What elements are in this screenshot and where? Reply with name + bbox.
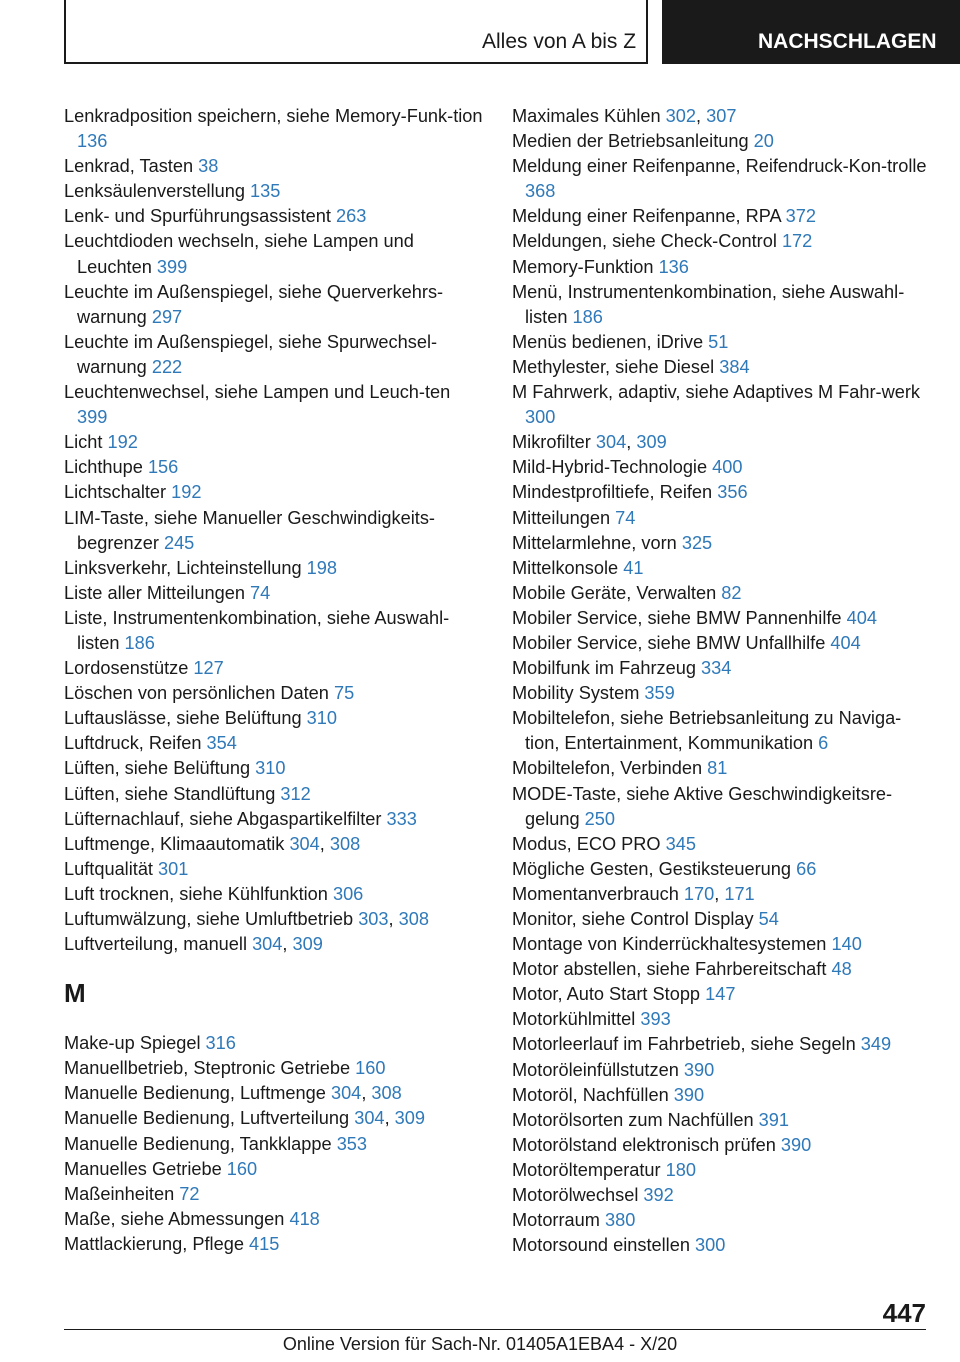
index-entry-label: Luft trocknen, siehe Kühlfunktion [64,883,333,904]
page-link[interactable]: 399 [156,256,188,277]
index-entry-label: Motorsound einstellen [512,1235,695,1256]
page-link[interactable]: 353 [336,1133,368,1154]
page-link[interactable]: 325 [681,532,713,553]
index-entry-label: LIM-Taste, siehe Manueller Geschwindigkeits-begrenzer [64,507,435,553]
index-entry-label: Luftverteilung, manuell [64,934,253,955]
index-entry [512,1108,932,1133]
index-entry [64,330,484,380]
index-entry-label: Mobilfunk im Fahrzeug [512,658,702,679]
page-link[interactable]: 192 [171,482,202,503]
index-entry [512,255,932,280]
page-link[interactable]: 404 [830,632,861,653]
page-link[interactable]: 263 [335,206,367,227]
index-entry [512,280,932,330]
index-entry-label: Lenk- und Spurführungsassistent [64,206,336,227]
page-link[interactable]: 198 [306,557,337,578]
index-entry-label: Manuelle Bedienung, Tankklappe [64,1133,337,1154]
index-entry-label: Licht [64,432,108,453]
index-entry [512,857,932,882]
page-link[interactable]: 310 [255,758,286,779]
index-entry [512,1233,932,1258]
index-entry [512,355,932,380]
index-entry-label: Memory-Funktion [512,256,659,277]
index-entry-label: Medien der Betriebsanleitung [512,131,754,152]
index-entry-label: Motoröltemperatur [512,1159,666,1180]
index-entry [512,706,932,756]
index-entry [64,1182,484,1207]
index-entry [64,606,484,656]
index-entry [64,681,484,706]
index-entry [64,204,484,229]
index-entry [64,455,484,480]
index-entry-label: Mattlackierung, Pflege [64,1233,250,1254]
page-link[interactable]: 368 [525,181,556,202]
page-separator: , [388,909,399,929]
page-link[interactable]: 392 [643,1185,674,1206]
page-link[interactable]: 82 [721,582,742,603]
page-link[interactable]: 301 [158,858,189,879]
index-entry-label: Mindestprofiltiefe, Reifen [512,482,718,503]
page-link[interactable]: 192 [107,432,138,453]
page-link[interactable]: 308 [329,833,361,854]
page-link[interactable]: 304 [289,833,320,854]
page-link[interactable]: 74 [250,582,271,603]
index-entry [512,1032,932,1057]
index-entry-label: Meldungen, siehe Check-Control [512,231,782,252]
index-entry [64,430,484,455]
index-entry-label: Luftqualität [64,858,159,879]
index-entry [512,204,932,229]
index-entry-label: Luftdruck, Reifen [64,733,207,754]
page-link[interactable]: 160 [226,1158,258,1179]
page-link[interactable]: 41 [623,557,644,578]
index-entry [512,656,932,681]
page-link[interactable]: 300 [525,407,556,428]
index-entry-label: Modus, ECO PRO [512,833,666,854]
page-link[interactable]: 250 [584,808,616,829]
page-link[interactable]: 186 [124,632,155,653]
page-link[interactable]: 304 [252,934,283,955]
index-entry [512,1058,932,1083]
index-entry [64,807,484,832]
index-group-m [64,1031,484,1257]
page-link[interactable]: 170 [683,883,715,904]
header-section-tab[interactable]: NACHSCHLAGEN [662,0,960,64]
page-link[interactable]: 306 [332,883,364,904]
page-link[interactable]: 404 [846,607,877,628]
index-entry [64,656,484,681]
page-link[interactable]: 349 [860,1034,892,1055]
index-entry [64,506,484,556]
index-entry [512,1007,932,1032]
page-link[interactable]: 245 [163,532,195,553]
footer-version-text: Online Version für Sach-Nr. 01405A1EBA4 - X/20 [282,1334,678,1354]
index-entry [64,104,484,154]
page-link[interactable]: 180 [665,1159,697,1180]
page-separator: , [714,883,725,904]
page-link[interactable]: 172 [781,231,813,252]
index-entry-label: Linksverkehr, Lichteinstellung [64,557,307,578]
page-link[interactable]: 390 [683,1059,715,1080]
page-link[interactable]: 136 [658,256,689,277]
page-link[interactable]: 316 [205,1033,236,1054]
index-entry-label: Maßeinheiten [64,1183,180,1204]
page-separator: , [626,432,637,453]
index-entry-label: Mittelarmlehne, vorn [512,532,682,553]
section-letter: M [64,978,86,1009]
index-entry-label: Motorleerlauf im Fahrbetrieb, siehe Segeln [512,1034,861,1055]
index-entry-label: Mobility System [512,683,645,704]
page-separator: , [384,1108,395,1129]
page-link[interactable]: 297 [151,306,183,327]
index-entry-label: Maße, siehe Abmessungen [64,1208,290,1229]
page-link[interactable]: 303 [358,909,389,929]
page-link[interactable]: 38 [198,156,219,177]
page-link[interactable]: 308 [398,909,430,929]
page-separator: , [319,833,330,854]
page-link[interactable]: 418 [289,1208,320,1229]
index-entry-label: Manuelles Getriebe [64,1158,227,1179]
page-separator: , [282,934,293,955]
index-entry-label: Lüfternachlauf, siehe Abgaspartikelfilter [64,808,387,829]
index-entry [64,932,484,957]
page-link[interactable]: 390 [780,1134,812,1155]
index-entry-label: Make-up Spiegel [64,1033,206,1054]
index-entry-label: Manuellbetrieb, Steptronic Getriebe [64,1058,356,1079]
index-entry [64,731,484,756]
index-entry-label: Mikrofilter [512,432,596,453]
index-entry [512,581,932,606]
index-entry [64,1031,484,1056]
page-link[interactable]: 304 [595,432,627,453]
index-entry [512,631,932,656]
index-entry-label: M Fahrwerk, adaptiv, siehe Adaptives M Fahr-werk [512,382,921,403]
index-entry [512,506,932,531]
page-link[interactable]: 359 [644,683,675,704]
index-entry [64,782,484,807]
index-entry [512,556,932,581]
index-entry-label: Motorölsorten zum Nachfüllen [512,1109,759,1130]
index-entry [512,480,932,505]
index-entry [64,1232,484,1257]
page-link[interactable]: 304 [354,1108,385,1129]
index-entry [64,280,484,330]
index-entry [64,907,484,932]
index-entry [512,1208,932,1233]
index-entry [512,681,932,706]
index-entry [512,982,932,1007]
page-link[interactable]: 304 [330,1083,362,1104]
index-entry-label: Leuchte im Außenspiegel, siehe Querverkehrs-warnung [64,281,444,327]
index-entry [512,104,932,129]
page-link[interactable]: 384 [719,356,750,377]
index-entry [64,179,484,204]
header-title: Alles von A bis Z [482,30,637,53]
page-link[interactable]: 415 [249,1233,280,1254]
index-entry-label: Menüs bedienen, iDrive [512,331,709,352]
index-column-right [512,104,932,1258]
index-entry [512,1183,932,1208]
page-link[interactable]: 380 [604,1210,636,1231]
index-entry [512,882,932,907]
page-link[interactable]: 186 [572,306,603,327]
page-link[interactable]: 345 [665,833,696,854]
index-entry [512,1133,932,1158]
index-entry-label: Lenkradposition speichern, siehe Memory-Funk-tion [64,106,483,126]
index-entry-label: Meldung einer Reifenpanne, RPA [512,206,786,227]
index-entry-label: Lichthupe [64,457,148,478]
page-link[interactable]: 20 [753,131,774,152]
page-link[interactable]: 334 [701,658,732,679]
page-link[interactable]: 309 [636,432,667,453]
page-link[interactable]: 51 [708,331,729,352]
index-entry-label: Lüften, siehe Belüftung [64,758,256,779]
page-link[interactable]: 356 [717,482,748,503]
page-link[interactable]: 74 [615,507,636,528]
index-entry [64,706,484,731]
index-entry [512,957,932,982]
page-link[interactable]: 54 [758,909,779,929]
page-link[interactable]: 171 [724,883,755,904]
page-link[interactable]: 309 [394,1108,426,1129]
index-entry-label: Meldung einer Reifenpanne, Reifendruck-Kon-trolle [512,156,927,177]
page-link[interactable]: 400 [712,457,743,478]
page-link[interactable]: 309 [292,934,323,955]
index-entry-label: Mobiler Service, siehe BMW Unfallhilfe [512,632,831,653]
index-entry-label: Liste aller Mitteilungen [64,582,251,603]
page-link[interactable]: 310 [306,708,338,729]
page-link[interactable]: 48 [831,959,852,980]
index-entry [64,756,484,781]
index-entry [64,581,484,606]
index-entry [64,480,484,505]
page-link[interactable]: 372 [785,206,817,227]
page-link[interactable]: 81 [707,758,728,779]
index-entry [512,756,932,781]
page-link[interactable]: 140 [831,934,862,955]
index-entry-label: Lordosenstütze [64,658,194,679]
index-entry-label: Montage von Kinderrückhaltesystemen [512,934,832,955]
index-entry-label: MODE-Taste, siehe Aktive Geschwindigkeitsre-gelung [512,783,893,829]
index-entry-label: Motoröleinfüllstutzen [512,1059,684,1080]
page-link[interactable]: 147 [705,984,736,1005]
index-entry [64,1106,484,1131]
index-entry-label: Mobile Geräte, Verwalten [512,582,722,603]
index-entry [64,1157,484,1182]
index-entry-label: Lichtschalter [64,482,172,503]
index-entry-label: Motorölstand elektronisch prüfen [512,1134,781,1155]
index-entry-label: Manuelle Bedienung, Luftmenge [64,1083,331,1104]
index-entry-label: Lenksäulenverstellung [64,181,251,202]
index-entry [512,606,932,631]
index-entry [512,1158,932,1183]
index-entry [64,380,484,430]
index-entry [64,1081,484,1106]
index-entry-label: Löschen von persönlichen Daten [64,683,334,704]
index-entry-label: Mitteilungen [512,507,616,528]
index-entry-label: Lüften, siehe Standlüftung [64,783,281,804]
page-link[interactable]: 6 [818,733,829,754]
index-entry-label: Monitor, siehe Control Display [512,909,759,929]
index-entry [512,380,932,430]
index-entry-label: Menü, Instrumentenkombination, siehe Auswahl-listen [512,281,905,327]
page-link[interactable]: 390 [673,1084,705,1105]
index-entry-label: Methylester, siehe Diesel [512,356,720,377]
index-entry [512,907,932,932]
page-link[interactable]: 127 [193,658,224,679]
index-entry-label: Motor, Auto Start Stopp [512,984,706,1005]
page-link[interactable]: 391 [758,1109,790,1130]
index-entry [512,932,932,957]
index-entry [512,430,932,455]
page-link[interactable]: 307 [706,106,737,126]
page-link[interactable]: 312 [280,783,311,804]
index-entry [512,154,932,204]
index-entry-label: Leuchte im Außenspiegel, siehe Spurwechsel-warnung [64,331,438,377]
index-entry-label: Momentanverbrauch [512,883,684,904]
index-entry [64,1132,484,1157]
page-link[interactable]: 333 [386,808,417,829]
page-link[interactable]: 354 [206,733,237,754]
index-column-left [64,104,484,1257]
index-entry-label: Leuchtdioden wechseln, siehe Lampen und Leuchten [64,231,414,277]
index-entry [512,832,932,857]
index-entry-label: Luftauslässe, siehe Belüftung [64,708,307,729]
footer-divider [64,1329,926,1330]
index-entry [512,455,932,480]
page-link[interactable]: 75 [333,683,355,704]
index-entry-label: Mobiltelefon, Verbinden [512,758,708,779]
page-link[interactable]: 399 [77,407,108,428]
index-entry-label: Mobiler Service, siehe BMW Pannenhilfe [512,607,847,628]
page-link[interactable]: 135 [250,181,281,202]
page-link[interactable]: 222 [151,356,183,377]
page-link[interactable]: 300 [695,1235,726,1256]
page-link[interactable]: 66 [796,858,817,879]
index-entry-label: Motoröl, Nachfüllen [512,1084,674,1105]
index-entry-label: Luftmenge, Klimaautomatik [64,833,290,854]
page-link[interactable]: 156 [147,457,179,478]
index-entry [512,129,932,154]
index-entry [64,154,484,179]
index-entry-label: Mobiltelefon, siehe Betriebsanleitung zu Naviga-tion, Entertainment, Kommunikation [512,708,902,754]
index-entry [64,556,484,581]
index-group-l [64,104,484,957]
index-entry [64,229,484,279]
index-entry-label: Lenkrad, Tasten [64,156,199,177]
page-separator: , [361,1083,372,1104]
index-entry-label: Motorölwechsel [512,1185,644,1206]
index-entry-label: Liste, Instrumentenkombination, siehe Auswahl-listen [64,607,450,653]
index-entry-label: Motorkühlmittel [512,1009,641,1030]
index-entry [512,1083,932,1108]
index-group-m-continued [512,104,932,1258]
page-link[interactable]: 308 [371,1083,402,1104]
page-separator: , [696,106,707,126]
index-entry [512,229,932,254]
index-entry-label: Mittelkonsole [512,557,624,578]
index-entry-label: Mögliche Gesten, Gestiksteuerung [512,858,797,879]
index-entry [64,832,484,857]
page-number: 447 [882,1298,926,1328]
index-entry-label: Motor abstellen, siehe Fahrbereitschaft [512,959,832,980]
index-entry [512,531,932,556]
index-entry [64,857,484,882]
index-entry-label: Luftumwälzung, siehe Umluftbetrieb [64,909,359,929]
index-entry-label: Maximales Kühlen [512,106,666,126]
index-entry [64,882,484,907]
index-entry [64,1056,484,1081]
page-link[interactable]: 136 [77,131,108,152]
index-entry [64,1207,484,1232]
page-link[interactable]: 393 [640,1009,671,1030]
index-entry-label: Leuchtenwechsel, siehe Lampen und Leuch-ten [64,382,451,403]
index-entry-label: Mild-Hybrid-Technologie [512,457,713,478]
index-entry [512,330,932,355]
page-link[interactable]: 72 [179,1183,200,1204]
page-link[interactable]: 302 [665,106,697,126]
index-entry-label: Motorraum [512,1210,605,1231]
index-entry [512,782,932,832]
page-link[interactable]: 160 [355,1058,386,1079]
index-entry-label: Manuelle Bedienung, Luftverteilung [64,1108,355,1129]
